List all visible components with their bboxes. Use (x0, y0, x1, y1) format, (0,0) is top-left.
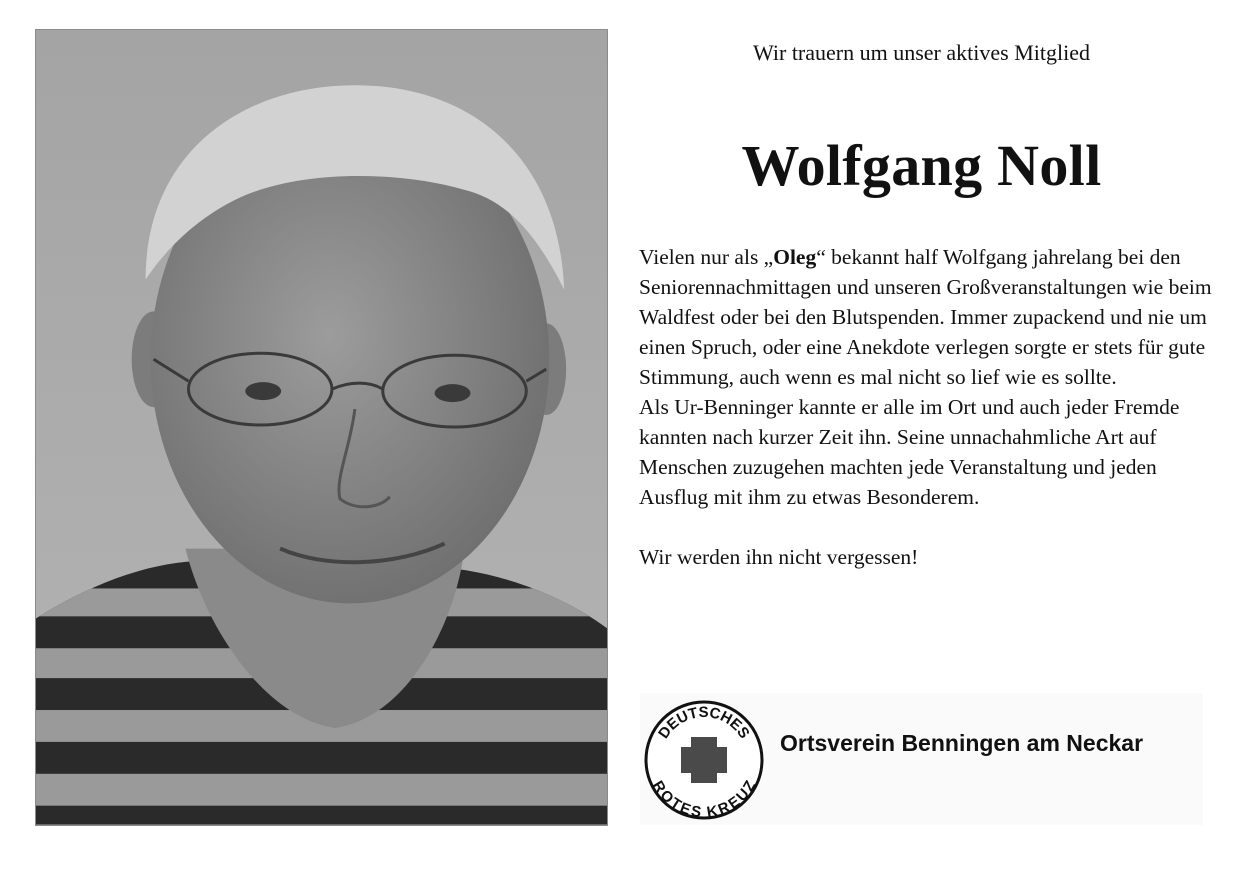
spacer (639, 512, 1214, 542)
intro-line: Wir trauern um unser aktives Mitglied (753, 40, 1090, 65)
nickname: Oleg (773, 245, 817, 269)
paragraph-rest: “ bekannt half Wolfgang jahrelang bei den Seniorennachmittagen und unseren Großveranstaltungen wie beim Waldfest oder bei den Blutspenden. Immer zupackend und nie um einen Spruch, oder eine Anekdote verlegen sorgte er stets für gute Stimmung, auch wenn es mal nicht so lief wie es sollte. (639, 245, 1212, 389)
red-cross-logo (643, 699, 765, 821)
tribute-paragraph-1 (639, 242, 1214, 392)
organization-name: Ortsverein Benningen am Neckar (780, 730, 1144, 756)
tribute-text (639, 242, 1214, 572)
logo-text-top: DEUTSCHES (655, 703, 753, 742)
portrait-photo (35, 29, 608, 826)
deceased-name: Wolfgang Noll (741, 133, 1102, 198)
portrait-illustration (36, 30, 607, 825)
cross-bar (681, 747, 727, 773)
tribute-paragraph-2: Als Ur-Benninger kannte er alle im Ort und auch jeder Fremde kannten nach kurzer Zeit ihn. Seine unnachahmliche Art auf Menschen zuzugehen machten jede Veranstaltung und jeden Ausflug mit ihm zu etwas Besonderem. (639, 395, 1180, 509)
organization-footer (640, 693, 1203, 825)
paragraph-intro: Vielen nur als „ (639, 245, 774, 269)
red-cross-emblem (643, 699, 765, 821)
logo-text-bottom: ROTES KREUZ (648, 778, 760, 821)
closing-line: Wir werden ihn nicht vergessen! (639, 545, 919, 569)
